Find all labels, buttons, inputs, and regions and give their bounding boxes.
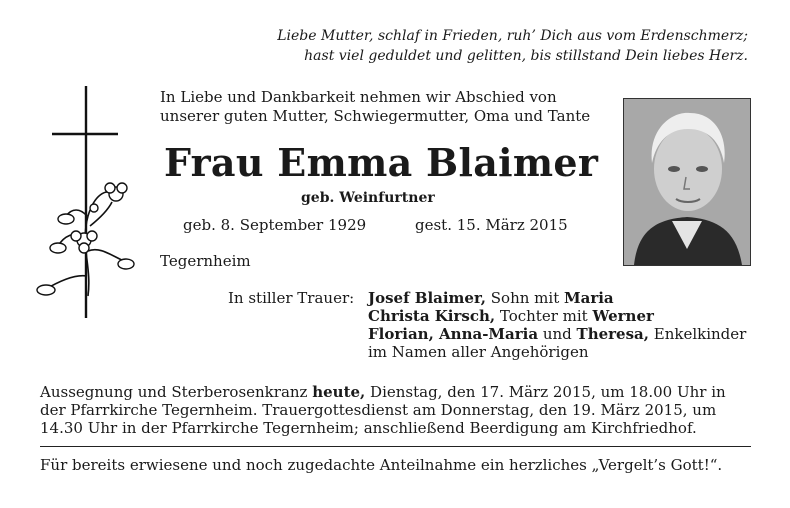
mourner-text: Christa Kirsch, xyxy=(368,307,496,325)
mourner-line xyxy=(368,289,614,307)
service-line-1 xyxy=(40,383,726,401)
mourner-text: Josef Blaimer, xyxy=(368,289,487,307)
mourner-text: und xyxy=(538,325,577,343)
poem-line-2: hast viel geduldet und gelitten, bis stillstand Dein liebes Herz. xyxy=(304,48,748,64)
portrait-photo xyxy=(623,98,751,266)
mourner-text: im Namen aller Angehörigen xyxy=(368,343,589,361)
mourner-line xyxy=(368,343,589,361)
service-text: Dienstag, den 17. März 2015, um 18.00 Uhr in xyxy=(365,383,726,401)
mourner-text: Theresa, xyxy=(576,325,649,343)
mourner-line xyxy=(368,307,654,325)
service-line-2: der Pfarrkirche Tegernheim. Trauergottesdienst am Donnerstag, den 19. März 2015, um xyxy=(40,401,717,419)
place: Tegernheim xyxy=(160,252,251,270)
service-text: Aussegnung und Sterberosenkranz xyxy=(40,383,313,401)
portrait-illustration xyxy=(624,99,750,265)
mourner-text: Tochter mit xyxy=(495,307,593,325)
divider xyxy=(40,446,751,447)
deceased-name: Frau Emma Blaimer xyxy=(164,140,599,185)
death-date: gest. 15. März 2015 xyxy=(415,216,568,234)
poem-line-1: Liebe Mutter, schlaf in Frieden, ruh’ Dich aus vom Erdenschmerz; xyxy=(277,28,748,44)
birth-name: geb. Weinfurtner xyxy=(301,190,435,206)
birth-date: geb. 8. September 1929 xyxy=(183,216,367,234)
mourner-text: Sohn mit xyxy=(486,289,564,307)
mourner-text: Maria xyxy=(564,289,614,307)
mourner-line xyxy=(368,325,746,343)
intro-line-1: In Liebe und Dankbarkeit nehmen wir Abschied von xyxy=(160,88,557,106)
thanks-line: Für bereits erwiesene und noch zugedachte Anteilnahme ein herzliches „Vergelt’s Gott!“. xyxy=(40,456,723,474)
service-line-3: 14.30 Uhr in der Pfarrkirche Tegernheim; anschließend Beerdigung am Kirchfriedhof. xyxy=(40,419,697,437)
intro-line-2: unserer guten Mutter, Schwiegermutter, Oma und Tante xyxy=(160,107,591,125)
mourner-text: Werner xyxy=(592,307,654,325)
mourner-text: Enkelkinder xyxy=(648,325,747,343)
mourners-label: In stiller Trauer: xyxy=(228,289,355,307)
cross-with-flowers-icon xyxy=(30,86,150,318)
service-today: heute, xyxy=(312,383,366,401)
mourner-text: Florian, Anna-Maria xyxy=(368,325,539,343)
